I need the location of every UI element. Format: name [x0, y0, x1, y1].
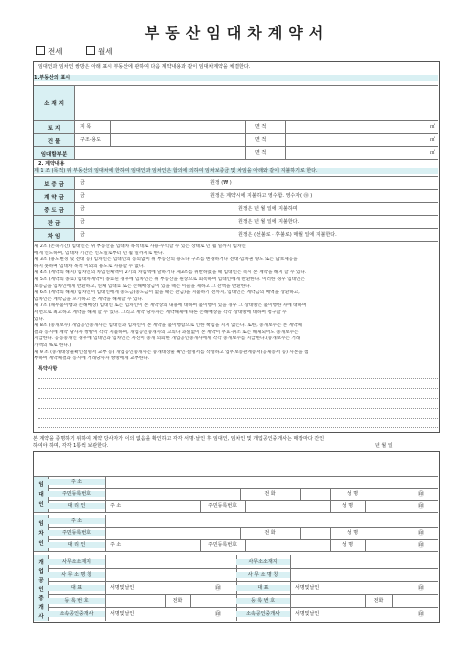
leased-unit: ㎡: [430, 150, 436, 156]
payment-label: 차 임: [47, 234, 61, 240]
lessor-agent-label: 대 리 인: [48, 503, 105, 509]
jeonse-label: 전세: [48, 47, 63, 56]
table-divider: [48, 568, 438, 569]
table-divider: [34, 512, 438, 513]
land-area-label: 면 적: [255, 124, 267, 130]
payment-terms: 원정은 계약시에 지불하고 영수함. 영수자( ㊞ ): [210, 193, 313, 199]
payment-label: 잔 금: [47, 221, 61, 227]
payment-label: 보 증 금: [44, 182, 64, 188]
land-unit: ㎡: [430, 124, 436, 130]
section2-heading: 2. 계약내용: [38, 161, 65, 167]
broker-side-label: 사: [38, 614, 44, 620]
article-line: 제 7조 (채무불이행과 손해배상) 임대인 또는 임차인이 본 계약상의 내용에 대하여 불이행이 있을 경우 그 상대방은 불이행한 자에 대하여: [34, 303, 307, 309]
article-line: 제 6조 (계약의 해제) 임차인이 임대인에게 중도금(중도금이 없을 때는 잔금)을 지불하기 전까지, 임대인은 계약금의 배액을 상환하고,: [34, 290, 300, 296]
broker-affiliated-label: 소속공인중개사: [48, 611, 105, 617]
property-label-column: [34, 85, 74, 160]
article-line: 제 2조 (존속기간) 임대인은 위 부동산을 임대차 목적대로 사용·수익할 수 있는 상태로 년 월 일까지 임차인: [34, 244, 246, 249]
lessee-agent-label: 대 리 인: [48, 542, 105, 548]
land-category-label: 지 목: [80, 124, 92, 130]
table-divider: [48, 488, 438, 489]
broker-affiliated-sign-label: 서명및날인: [110, 611, 135, 617]
table-divider: [48, 594, 438, 595]
broker2-affiliated-label: 소속공인중개사: [236, 611, 290, 617]
broker-side-label: 중: [38, 596, 44, 602]
table-divider: [105, 515, 106, 551]
table-divider: [48, 607, 438, 608]
broker-office-address-label: 사무소소재지: [48, 559, 105, 565]
table-divider: [48, 500, 438, 501]
article-line: 제 5조 (계약의 종료) 임대차계약이 종료된 경우에 임차인은 위 부동산을 원상으로 회복하여 임대인에게 반환한다. 이러한 경우 임대인은: [34, 277, 305, 282]
broker-side-label: 인: [38, 587, 44, 593]
lessor-agent-address-label: 주 소: [110, 503, 122, 509]
table-divider: [300, 488, 301, 500]
broker2-phone-label: 전화: [373, 598, 384, 604]
article-line: 임차인은 계약금을 포기하고 본 계약을 해제할 수 있다.: [34, 296, 144, 302]
broker-reg-label: 등 록 번 호: [48, 598, 105, 604]
payment-terms: 원정은 년 월 일에 지불하며: [238, 206, 298, 212]
lessor-phone-label: 전 화: [264, 491, 276, 497]
lessor-side-label: 인: [38, 502, 44, 508]
building-unit: ㎡: [430, 137, 436, 143]
leased-area-label: 면 적: [255, 150, 267, 156]
table-divider: [34, 476, 438, 477]
table-divider: [290, 555, 291, 621]
article-line: 부하여 계약체결과 동시에 거래당사자 쌍방에게 교부한다.: [34, 356, 150, 362]
broker2-rep-label: 대 표: [236, 585, 290, 591]
table-divider: [105, 555, 106, 621]
broker2-reg-label: 등 록 번 호: [236, 598, 290, 604]
lessee-side-label: 인: [38, 541, 44, 547]
jeonse-option[interactable]: [36, 46, 63, 57]
broker2-sign-label: 서명및날인: [295, 585, 320, 591]
wolse-checkbox[interactable]: [86, 46, 95, 55]
article-line: 결과 동시에 계약 당사자 쌍방이 각각 지불하며, 개업공인중개사의 고의나 과실없이 본 계약이 무효·취소 또는 해제되어도 중개보수는: [34, 329, 299, 335]
article-line: 에게 인도하며, 임대차 기간은 인도일로부터 년 월 일까지로 한다.: [34, 250, 164, 256]
leased-part-label: 임대할부분: [40, 152, 68, 158]
payment-terms: 원정 (₩ ): [210, 180, 232, 186]
table-divider: [48, 539, 438, 540]
table-divider: [190, 594, 191, 607]
table-divider: [392, 594, 393, 607]
payment-prefix: 금: [80, 232, 85, 238]
contract-date: 년 월 일: [375, 443, 393, 449]
broker-affiliated-seal-icon: ㊞: [215, 611, 222, 618]
lessor-seal-icon: ㊞: [418, 491, 425, 498]
broker2-office-address-label: 사무소소재지: [236, 559, 290, 565]
lessee-address-label: 주 소: [48, 518, 105, 524]
lessor-side-label: 임: [38, 482, 44, 488]
table-divider: [34, 551, 438, 552]
table-divider: [365, 539, 366, 551]
lessee-agent-seal-icon: ㊞: [418, 542, 425, 549]
lessee-side-label: 임: [38, 521, 44, 527]
article-line: 제 9 조 (중개대상물확인설명서 교부 등) 개업공인중개사는 중개대상물 확인·설명서를 작성하고 업무보증관계증서(공제증서 등) 사본을 첨: [34, 349, 309, 355]
lessor-address-label: 주 소: [48, 479, 105, 485]
table-divider: [300, 527, 301, 539]
table-divider: [48, 581, 438, 582]
table-divider: [365, 500, 366, 512]
article-line: 제 3조 (용도변경 및 전대 등) 임차인은 임대인의 동의없이 위 부동산의 용도나 구조를 변경하거나 전대·임차권 양도 또는 담보제공을: [34, 257, 298, 263]
broker-side-label: 공: [38, 578, 44, 584]
payment-label: 계 약 금: [44, 195, 64, 201]
lessor-side-label: 대: [38, 492, 44, 498]
payment-prefix: 금: [80, 219, 85, 225]
closing-text-2: 하여야 하며, 각각 1통씩 보관한다.: [33, 443, 109, 449]
wolse-option[interactable]: [86, 46, 113, 57]
article-line: 서면으로 최고하고 계약을 해제 할 수 있다. 그리고 계약 당사자는 계약해제에 따른 손해배상을 각각 상대방에 대하여 청구할 수: [34, 310, 287, 315]
broker2-seal-icon: ㊞: [418, 585, 425, 592]
broker-office-name-label: 사 무 소 명 칭: [48, 572, 105, 578]
payment-row-divider: [34, 202, 438, 203]
lessee-agent-id-label: 주민등록번호: [208, 542, 237, 548]
article-line: 가액의 %로 한다.): [34, 343, 72, 348]
article-line: 제 8조 (중개보수) 개업공인중개사는 임대인과 임차인이 본 계약을 불이행함으로 인한 책임을 지지 않는다. 또한, 중개보수는 본 계약체: [34, 323, 302, 329]
broker-side-label: 개: [38, 605, 44, 611]
payment-terms: 원정은 년 월 일에 지불한다.: [238, 219, 300, 225]
table-divider: [48, 527, 438, 528]
broker-sign-label: 서명및날인: [110, 585, 135, 591]
broker2-office-name-label: 사 무 소 명 칭: [236, 572, 290, 578]
payment-terms: 원정은 (선불로 · 후불로) 매월 일에 지불한다.: [238, 232, 337, 238]
payment-label: 중 도 금: [44, 208, 64, 214]
land-label: 토 지: [47, 126, 61, 132]
lessor-id-label: 주민등록번호: [48, 491, 105, 497]
broker-side-label: 개: [38, 560, 44, 566]
broker-seal-icon: ㊞: [215, 585, 222, 592]
table-divider: [105, 476, 106, 512]
lessor-agent-id-label: 주민등록번호: [208, 503, 237, 509]
broker-phone-label: 전화: [172, 598, 183, 604]
article-line: 지급한다. 공동중개인 경우에 임대인과 임차인은 자신이 중개 의뢰한 개업공인중개사에게 각각 중개보수를 지급한다.(중개보수는 거래: [34, 336, 301, 342]
lessor-agent-name-label: 성 명: [341, 503, 354, 509]
broker-rep-label: 대 표: [48, 585, 105, 591]
article-line: 보증금을 임차인에게 반환하고, 연체 임대료 또는 손해배상금이 있을 때는 이들을 제하고 그 잔액을 반환한다.: [34, 283, 252, 289]
lessee-name-label: 성 명: [346, 530, 359, 536]
intro-text: 임대인과 임차인 쌍방은 아래 표시 부동산에 관하여 다음 계약내용과 같이 임대차계약을 체결한다.: [38, 64, 251, 70]
payment-prefix: 금: [80, 180, 85, 186]
payment-row-divider: [34, 215, 438, 216]
building-label: 건 물: [47, 139, 61, 145]
lessee-id-label: 주민등록번호: [48, 530, 105, 536]
special-terms-label: 특약사항: [38, 366, 58, 372]
payment-row-divider: [34, 189, 438, 190]
jeonse-checkbox[interactable]: [36, 46, 45, 55]
lessee-seal-icon: ㊞: [418, 530, 425, 537]
closing-text: 본 계약을 증명하기 위하여 계약 당사자가 이의 없음을 확인하고 각각 서명·날인 후 임대인, 임차인 및 개업공인중개사는 매장마다 간인: [33, 436, 325, 442]
broker2-affiliated-seal-icon: ㊞: [418, 611, 425, 618]
wolse-label: 월세: [98, 47, 113, 56]
payment-row-divider: [34, 228, 438, 229]
article-line: 하지 못하며 임대차 목적 이외의 용도로 사용할 수 없다.: [34, 263, 145, 269]
section1-heading: 1.부동산의 표시: [34, 75, 438, 81]
lessee-agent-name-label: 성 명: [341, 542, 354, 548]
article-line: 제 4조 (계약의 해지) 임차인의 차임연체액이 2기의 차임액에 달하거나 제3조를 위반하였을 때 임대인은 즉시 본 계약을 해지 할 수 있다.: [34, 270, 307, 276]
structure-label: 구조·용도: [80, 137, 101, 143]
lessor-name-label: 성 명: [346, 491, 359, 497]
building-area-label: 면 적: [255, 137, 267, 143]
payment-prefix: 금: [80, 193, 85, 199]
contract-title: 부동산임대차계약서: [144, 24, 330, 42]
article1-text: 제 1 조 (목적) 위 부동산의 임대차에 한하여 임대인과 임차인은 합의에 의하여 임차보증금 및 차임을 아래와 같이 지불하기로 한다.: [34, 168, 438, 174]
table-divider: [245, 500, 246, 512]
broker-side-label: 업: [38, 569, 44, 575]
lessor-agent-seal-icon: ㊞: [418, 503, 425, 510]
lessee-phone-label: 전 화: [264, 530, 276, 536]
location-label: 소 재 지: [44, 101, 64, 107]
table-divider: [245, 539, 246, 551]
article-line: 있다.: [34, 316, 45, 322]
payment-prefix: 금: [80, 206, 85, 212]
broker2-affiliated-sign-label: 서명및날인: [295, 611, 320, 617]
lessee-side-label: 차: [38, 531, 44, 537]
lessee-agent-address-label: 주 소: [110, 542, 122, 548]
